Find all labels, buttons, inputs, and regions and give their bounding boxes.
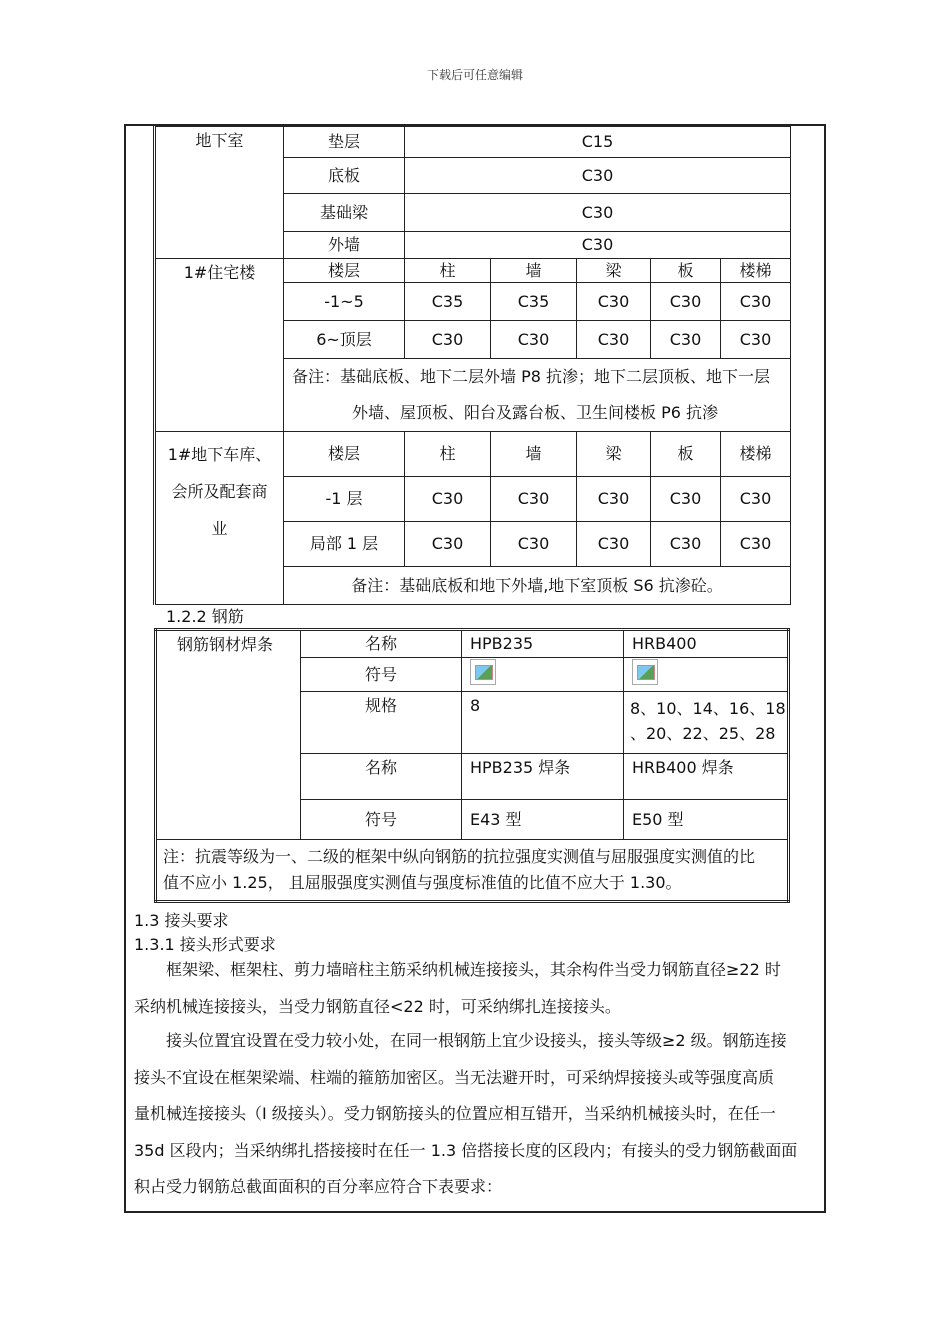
column-header: 梁	[577, 432, 651, 477]
column-header: 楼层	[284, 432, 405, 477]
column-header: 楼梯	[721, 259, 791, 283]
table-cell: E43 型	[462, 800, 624, 840]
garage-label	[155, 432, 284, 605]
building1-label: 1#住宅楼	[155, 259, 284, 432]
table-cell: C30	[577, 283, 651, 321]
basement-label: 地下室	[155, 127, 284, 259]
table-cell: HRB400 焊条	[624, 754, 789, 800]
basement-part: 底板	[284, 158, 405, 194]
text-line: 35d 区段内；当采纳绑扎搭接接时在任一 1.3 倍搭接长度的区段内；有接头的受力钢筋截面面	[134, 1140, 798, 1160]
paragraph-joint-type	[134, 952, 818, 1025]
basement-part: 外墙	[284, 232, 405, 259]
table-cell: C30	[577, 321, 651, 359]
building1-remark	[284, 359, 791, 432]
column-header: 楼梯	[721, 432, 791, 477]
column-header: 柱	[405, 432, 491, 477]
image-placeholder-icon	[632, 659, 658, 685]
table-cell: C30	[651, 477, 721, 522]
table-cell: C30	[651, 522, 721, 567]
garage-remark: 备注：基础底板和地下外墙,地下室顶板 S6 抗渗砼。	[284, 567, 791, 605]
rebar-caption: 1.2.2 钢筋	[166, 607, 244, 626]
column-header: 板	[651, 259, 721, 283]
table-cell: C30	[491, 522, 577, 567]
table-cell: HPB235 焊条	[462, 754, 624, 800]
table-cell: -1 层	[284, 477, 405, 522]
row-key: 名称	[301, 630, 462, 658]
garage-label-line: 会所及配套商	[171, 482, 268, 501]
paragraph-joint-position	[134, 1023, 818, 1206]
table-cell: C30	[721, 477, 791, 522]
table-cell: C30	[491, 321, 577, 359]
text-line: 量机械连接接头（I 级接头）。受力钢筋接头的位置应相互错开，当采纳机械接头时，在任一	[134, 1104, 776, 1123]
row-key: 名称	[301, 754, 462, 800]
rebar-group-label: 钢筋钢材焊条	[156, 630, 301, 840]
section-heading: 1.3 接头要求	[134, 911, 229, 930]
table-cell: HPB235	[462, 630, 624, 658]
table-cell: 8	[462, 692, 624, 754]
remark-line: 外墙、屋顶板、阳台及露台板、卫生间楼板 P6 抗渗	[352, 403, 719, 422]
table-cell: -1~5	[284, 283, 405, 321]
symbol-cell	[462, 658, 624, 692]
table-row	[155, 127, 791, 158]
table-cell: 6~顶层	[284, 321, 405, 359]
note-line: 值不应小 1.25， 且屈服强度实测值与强度标准值的比值不应大于 1.30。	[163, 873, 682, 892]
basement-grade: C30	[405, 232, 791, 259]
table-cell: C30	[721, 321, 791, 359]
table-cell: C35	[491, 283, 577, 321]
spec-line: 8、10、14、16、18	[630, 699, 786, 718]
table-row	[156, 630, 789, 658]
column-header: 板	[651, 432, 721, 477]
basement-grade: C15	[405, 127, 791, 158]
spec-cell	[624, 692, 789, 754]
table-cell: C30	[577, 477, 651, 522]
garage-label-line: 1#地下车库、	[167, 445, 272, 464]
note-line: 注：抗震等级为一、二级的框架中纵向钢筋的抗拉强度实测值与屈服强度实测值的比	[163, 847, 756, 866]
table-cell: C30	[721, 522, 791, 567]
concrete-grade-table	[153, 126, 791, 605]
text-line: 接头位置宜设置在受力较小处，在同一根钢筋上宜少设接头，接头等级≥2 级。钢筋连接	[166, 1031, 787, 1050]
table-row	[156, 840, 789, 902]
table-cell: C30	[577, 522, 651, 567]
rebar-table	[154, 628, 790, 903]
text-line: 接头不宜设在框架梁端、柱端的箍筋加密区。当无法避开时，可采纳焊接接头或等强度高质	[134, 1067, 775, 1087]
text-line: 采纳机械连接接头，当受力钢筋直径<22 时，可采纳绑扎连接接头。	[134, 996, 621, 1016]
table-cell: E50 型	[624, 800, 789, 840]
rebar-note	[156, 840, 789, 902]
basement-part: 基础梁	[284, 194, 405, 232]
table-cell: 局部 1 层	[284, 522, 405, 567]
table-cell: C30	[405, 321, 491, 359]
table-cell: HRB400	[624, 630, 789, 658]
text-line: 积占受力钢筋总截面面积的百分率应符合下表要求：	[134, 1177, 503, 1196]
row-key: 符号	[301, 658, 462, 692]
basement-grade: C30	[405, 158, 791, 194]
page-header-note: 下载后可任意编辑	[426, 68, 523, 82]
column-header: 墙	[491, 259, 577, 283]
image-placeholder-icon	[470, 659, 496, 685]
column-header: 梁	[577, 259, 651, 283]
table-cell: C30	[721, 283, 791, 321]
column-header: 楼层	[284, 259, 405, 283]
subsection-heading: 1.3.1 接头形式要求	[134, 935, 276, 954]
column-header: 柱	[405, 259, 491, 283]
table-cell: C30	[651, 321, 721, 359]
basement-part: 垫层	[284, 127, 405, 158]
row-key: 符号	[301, 800, 462, 840]
symbol-cell	[624, 658, 789, 692]
spec-line: 、20、22、25、28	[630, 724, 776, 743]
row-key: 规格	[301, 692, 462, 754]
table-cell: C30	[405, 477, 491, 522]
column-header: 墙	[491, 432, 577, 477]
table-cell: C30	[491, 477, 577, 522]
remark-line: 备注：基础底板、地下二层外墙 P8 抗渗；地下二层顶板、地下一层	[292, 367, 771, 386]
garage-label-line: 业	[211, 519, 228, 538]
table-cell: C30	[405, 522, 491, 567]
basement-grade: C30	[405, 194, 791, 232]
table-cell: C30	[651, 283, 721, 321]
table-row	[155, 259, 791, 283]
text-line: 框架梁、框架柱、剪力墙暗柱主筋采纳机械连接接头，其余构件当受力钢筋直径≥22 时	[166, 960, 781, 979]
table-row	[155, 432, 791, 477]
table-cell: C35	[405, 283, 491, 321]
